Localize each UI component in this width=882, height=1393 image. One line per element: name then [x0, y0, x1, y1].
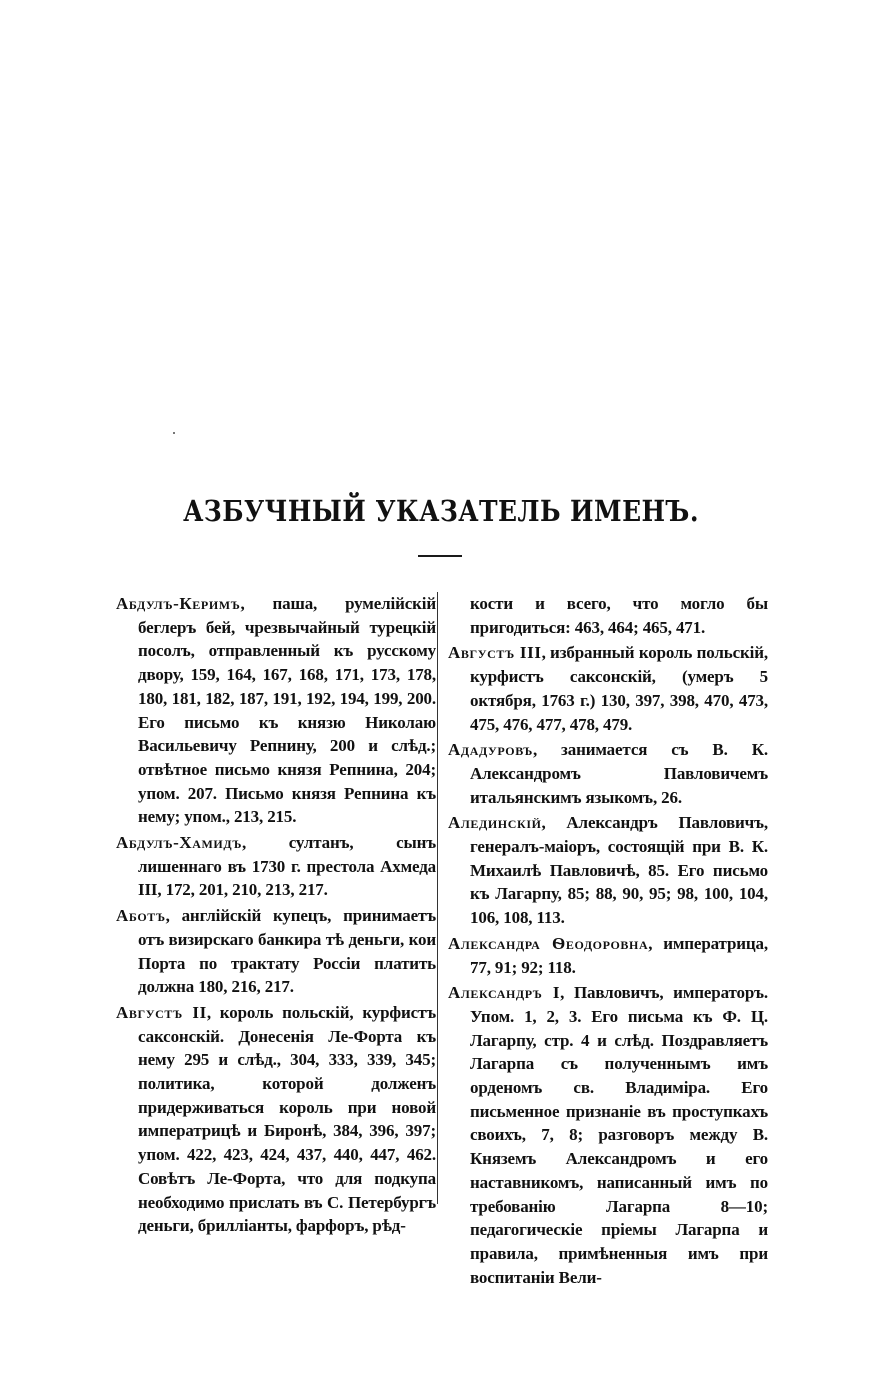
index-column-right: [448, 592, 768, 1291]
index-entry: [116, 592, 436, 829]
page-title: АЗБУЧНЫЙ УКАЗАТЕЛЬ ИМЕНЪ.: [183, 494, 699, 528]
entry-headword: Алединскій: [448, 813, 542, 833]
index-entry: [448, 738, 768, 809]
index-column-left: [116, 592, 436, 1240]
entry-headword: Августъ II: [116, 1002, 207, 1022]
entry-text: , король польскій, курфистъ саксонскій. Донесенія Ле-Форта къ нему 295 и слѣд., 304, 333, 339, 345; политика, которой долженъ придерживаться король при новой императрицѣ и Биронѣ, 384, 396, 397; упом. 422, 423, 424, 437, 440, 447, 462. Совѣтъ Ле-Форта, что для подкупа необходимо прислать въ С. Петербургъ деньги, брилліанты, фарфоръ, рѣд-: [138, 1002, 436, 1236]
index-entry: [116, 1001, 436, 1238]
index-entry-continuation: [448, 592, 768, 639]
ink-speck: [173, 432, 175, 434]
entry-text: , занимается съ В. К. Александромъ Павловичемъ итальянскимъ языкомъ, 26.: [470, 740, 768, 807]
index-entry: [448, 981, 768, 1289]
entry-headword: Абдулъ-Хамидъ: [116, 833, 243, 853]
index-entry: [448, 811, 768, 930]
title-rule: [418, 555, 462, 557]
entry-headword: Ададуровъ: [448, 740, 533, 760]
entry-headword: Абдулъ-Керимъ: [116, 594, 241, 613]
index-entry: [116, 831, 436, 902]
column-divider: [437, 592, 438, 1204]
entry-headword: Александръ I: [448, 983, 561, 1003]
entry-headword: Августъ III: [448, 643, 542, 663]
entry-text: , Александръ Павловичъ, генералъ-маіоръ, состоящій при В. К. Михаилѣ Павловичѣ, 85. Его письмо къ Лагарпу, 85; 88, 90, 95; 98, 100, 104, 106, 108, 113.: [470, 813, 768, 928]
entry-text: , паша, румелійскій беглеръ бей, чрезвычайный турецкій посолъ, отправленный къ русскому двору, 159, 164, 167, 168, 171, 173, 178, 180, 181, 182, 187, 191, 192, 194, 199, 200. Его письмо къ князю Николаю Васильевичу Репнину, 200 и слѣд.; отвѣтное письмо князя Репнина, 204; упом. 207. Письмо князя Репнина къ нему; упом., 213, 215.: [138, 594, 436, 827]
entry-text: , англійскій купецъ, принимаетъ отъ визирскаго банкира тѣ деньги, кои Порта по трактату Россіи платить должна 180, 216, 217.: [138, 906, 436, 997]
entry-text: , Павловичъ, императоръ. Упом. 1, 2, 3. Его письма къ Ф. Ц. Лагарпу, стр. 4 и слѣд. Поздравляетъ Лагарпа съ полученнымъ имъ орденомъ св. Владиміра. Его письменное признаніе въ проступкахъ своихъ, 7, 8; разговоръ между В. Княземъ Александромъ и его наставникомъ, написанный имъ по требованію Лагарпа 8—10; педагогическіе пріемы Лагарпа и правила, примѣненныя имъ при воспитаніи Вели-: [470, 983, 768, 1287]
entry-headword: Александра Ѳеодоровна: [448, 933, 649, 953]
index-entry: [448, 932, 768, 979]
index-entry: [448, 641, 768, 736]
entry-text: , избранный король польскій, курфистъ саксонскій, (умеръ 5 октября, 1763 г.) 130, 397, 398, 470, 473, 475, 476, 477, 478, 479.: [470, 643, 768, 734]
entry-headword: Аботъ: [116, 906, 166, 926]
index-entry: [116, 904, 436, 999]
entry-text: кости и всего, что могло бы пригодиться: 463, 464; 465, 471.: [470, 594, 768, 637]
entry-text: , императрица, 77, 91; 92; 118.: [470, 933, 768, 977]
entry-text: , султанъ, сынъ лишеннаго въ 1730 г. престола Ахмеда III, 172, 201, 210, 213, 217.: [138, 833, 436, 900]
